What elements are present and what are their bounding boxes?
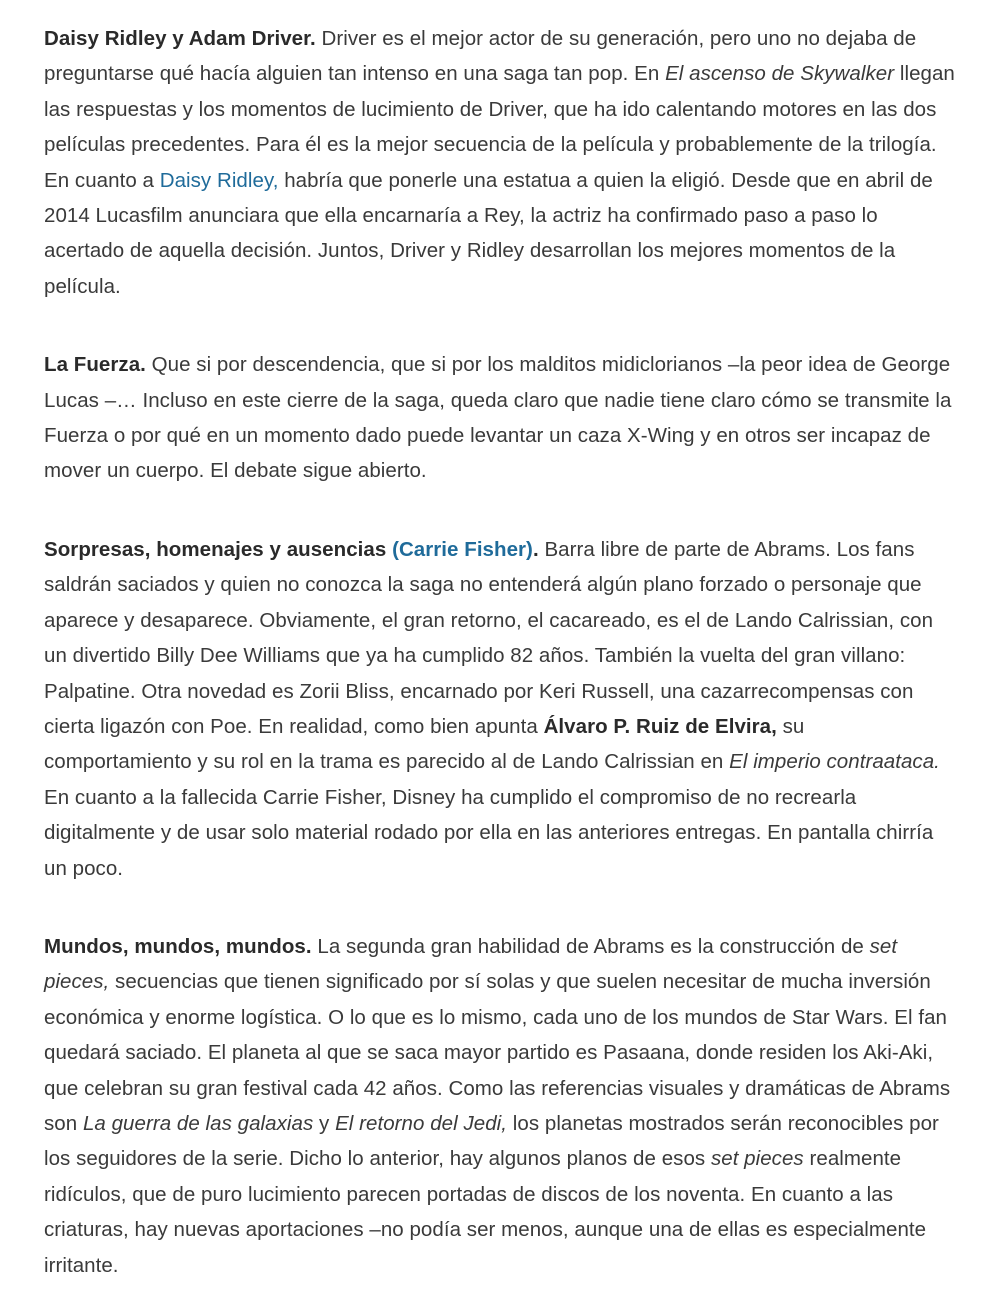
paragraph-daisy-ridley-adam-driver: [44, 21, 956, 304]
italic-term: set pieces,: [44, 934, 898, 994]
link-daisy-ridley[interactable]: Daisy Ridley,: [159, 168, 279, 192]
paragraph-la-fuerza: [44, 347, 956, 489]
paragraph-heading: Mundos, mundos, mundos.: [44, 934, 312, 958]
paragraph-text: habría que ponerle una estatua a quien la eligió. Desde que en abril de 2014 Lucasfilm anunciara que ella encarnaría a Rey, la actriz ha confirmado paso a paso lo acertado de aquella decisión. Juntos, Driver y Ridley desarrollan los mejores momentos de la película.: [44, 168, 933, 298]
paragraph-text: Que si por descendencia, que si por los malditos midiclorianos –la peor idea de George Lucas –… Incluso en este cierre de la saga, queda claro que nadie tiene claro cómo se transmite la Fuerza o por qué en un momento dado puede levantar un caza X-Wing y en otros ser incapaz de mover un cuerpo. El debate sigue abierto.: [44, 353, 952, 483]
paragraph-heading-end: .: [532, 537, 539, 561]
paragraph-text: realmente ridículos, que de puro lucimiento parecen portadas de discos de los noventa. En cuanto a las criaturas, hay nuevas aportaciones –no podía ser menos, aunque una de ellas es especialmente irritante.: [44, 1147, 927, 1277]
film-title: El retorno del Jedi,: [335, 1111, 508, 1135]
film-title: El ascenso de Skywalker: [665, 62, 895, 86]
paragraph-text: Driver es el mejor actor de su generación, pero uno no dejaba de preguntarse qué hacía alguien tan intenso en una saga tan pop. En: [44, 27, 917, 86]
film-title: El imperio contraataca.: [729, 750, 940, 774]
paragraph-heading: Daisy Ridley y Adam Driver.: [44, 27, 316, 50]
paragraph-text: los planetas mostrados serán reconocibles por los seguidores de la serie. Dicho lo anterior, hay algunos planos de esos: [44, 1111, 939, 1171]
paragraph-heading: La Fuerza.: [44, 353, 146, 377]
author-name: Álvaro P. Ruiz de Elvira,: [543, 714, 777, 738]
paragraph-text: su comportamiento y su rol en la trama es parecido al de Lando Calrissian en: [44, 714, 805, 774]
paragraph-mundos: [44, 929, 956, 1283]
italic-term: set pieces: [710, 1147, 804, 1171]
paragraph-text: La segunda gran habilidad de Abrams es la construcción de: [311, 934, 870, 958]
paragraph-text: y: [313, 1111, 336, 1135]
link-carrie-fisher[interactable]: (Carrie Fisher): [392, 537, 533, 561]
paragraph-text: Barra libre de parte de Abrams. Los fans saldrán saciados y quien no conozca la saga no entenderá algún plano forzado o personaje que aparece y desaparece. Obviamente, el gran retorno, el cacareado, es el de Lando Calrissian, con un divertido Billy Dee Williams que ya ha cumplido 82 años. También la vuelta del gran villano: Palpatine. Otra novedad es Zorii Bliss, encarnado por Keri Russell, una cazarrecompensas con cierta ligazón con Poe. En realidad, como bien apunta: [44, 537, 934, 738]
paragraph-text: secuencias que tienen significado por sí solas y que suelen necesitar de mucha inversión económica y enorme logística. O lo que es lo mismo, cada uno de los mundos de Star Wars. El fan quedará saciado. El planeta al que se saca mayor partido es Pasaana, donde residen los Aki-Aki, que celebran su gran festival cada 42 años. Como las referencias visuales y dramáticas de Abrams son: [44, 970, 951, 1135]
paragraph-text: llegan las respuestas y los momentos de lucimiento de Driver, que ha ido calentando motores en las dos películas precedentes. Para él es la mejor secuencia de la película y probablemente de la trilogía. En cuanto a: [44, 62, 955, 192]
paragraph-sorpresas-homenajes: [44, 532, 956, 886]
paragraph-heading: Sorpresas, homenajes y ausencias: [44, 537, 393, 561]
film-title: La guerra de las galaxias: [82, 1111, 314, 1135]
paragraph-text: En cuanto a la fallecida Carrie Fisher, Disney ha cumplido el compromiso de no recrearla digitalmente y de usar solo material rodado por ella en las anteriores entregas. En pantalla chirría un poco.: [44, 785, 934, 880]
